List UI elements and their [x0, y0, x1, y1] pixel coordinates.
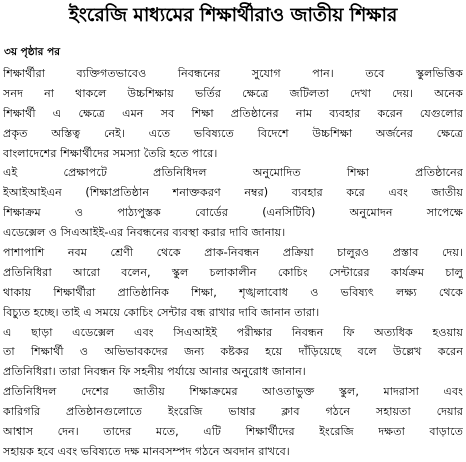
body-line: শিক্ষাক্রম ও পাঠ্যপুস্তক বোর্ডের (এনসিটিবি) অনুমোদন সাপেক্ষে [3, 206, 463, 220]
body-line: এ ছাড়া এডেক্সেল এবং সিএআইই পরীক্ষার নিবন্ধন ফি অত্যধিক হওয়ায় [3, 325, 463, 339]
body-line: প্রতিনিধিদল দেশের জাতীয় শিক্ষাক্রমের আওতাভুক্ত স্কুল, মাদরাসা এবং [3, 385, 463, 399]
body-line: আশ্বাস দেন। তাদের মতে, এটি শিক্ষার্থীদের ইংরেজি দক্ষতা বাড়াতে [3, 425, 463, 439]
body-line: প্রতিনিধিরা। তারা নিবন্ধন ফি সহনীয় পর্যায়ে আনার অনুরোধ জানান। [3, 365, 306, 379]
body-line: এডেক্সেল ও সিএআইই-এর নিবন্ধনের ব্যবস্থা করার দাবি জানায়। [3, 226, 286, 240]
body-line: সনদ না থাকলে উচ্চশিক্ষায় ভর্তির ক্ষেত্রে জটিলতা দেখা দেয়। অনেক [3, 86, 463, 100]
body-line: প্রতিনিধিরা আরো বলেন, স্কুল চলাকালীন কোচিং সেন্টারের কার্যক্রম চালু [3, 265, 463, 279]
body-line: প্রকৃত অস্তিত্ব নেই। এতে ভবিষ্যতে বিদেশে উচ্চশিক্ষা অর্জনের ক্ষেত্রে [3, 126, 463, 140]
body-line: বিচ্যুত হচ্ছে। তাই এ সময়ে কোচিং সেন্টার বন্ধ রাখার দাবি জানান তারা। [3, 305, 320, 319]
body-line: শিক্ষার্থীরা ব্যক্তিগতভাবেও নিবন্ধনের সুযোগ পান। তবে স্কুলভিত্তিক [3, 67, 463, 80]
body-line: পাশাপাশি নবম শ্রেণী থেকে প্রাক-নিবন্ধন প্রক্রিয়া চালুরও প্রস্তাব দেয়। [3, 246, 463, 260]
body-line: শিক্ষার্থী এ ক্ষেত্রে এমন সব শিক্ষা প্রতিষ্ঠানের নাম ব্যবহার করেন যেগুলোর [3, 106, 463, 120]
body-line: কারিগরি প্রতিষ্ঠানগুলোতে ইংরেজি ভাষার ক্লাব গঠনে সহায়তা দেয়ার [3, 405, 463, 419]
body-line: থাকায় শিক্ষার্থীরা প্রাতিষ্ঠানিক শিক্ষা, শৃঙ্খলাবোধ ও ভবিষ্যৎ লক্ষ্য থেকে [3, 285, 463, 299]
body-line: বাংলাদেশের শিক্ষার্থীদের সমস্যা তৈরি হতে পারে। [3, 146, 218, 160]
headline: ইংরেজি মাধ্যমের শিক্ষার্থীরাও জাতীয় শিক্ষার [68, 4, 398, 26]
body-line: সহায়ক হবে এবং ভবিষ্যতে দক্ষ মানবসম্পদ গঠনে অবদান রাখবে। [3, 444, 290, 458]
body-line: ইআইআইএন (শিক্ষাপ্রতিষ্ঠান শনাক্তকরণ নম্বর) ব্যবহার করে এবং জাতীয় [3, 186, 463, 200]
body-line: এই প্রেক্ষাপটে প্রতিনিধিদল অনুমোদিত শিক্ষা প্রতিষ্ঠানের [3, 166, 463, 180]
continued-from-label: ৩য় পৃষ্ঠার পর [4, 46, 61, 58]
article-body [3, 64, 463, 462]
body-line: তা শিক্ষার্থী ও অভিভাবকদের জন্য কষ্টকর হয়ে দাঁড়িয়েছে বলে উল্লেখ করেন [3, 345, 463, 359]
